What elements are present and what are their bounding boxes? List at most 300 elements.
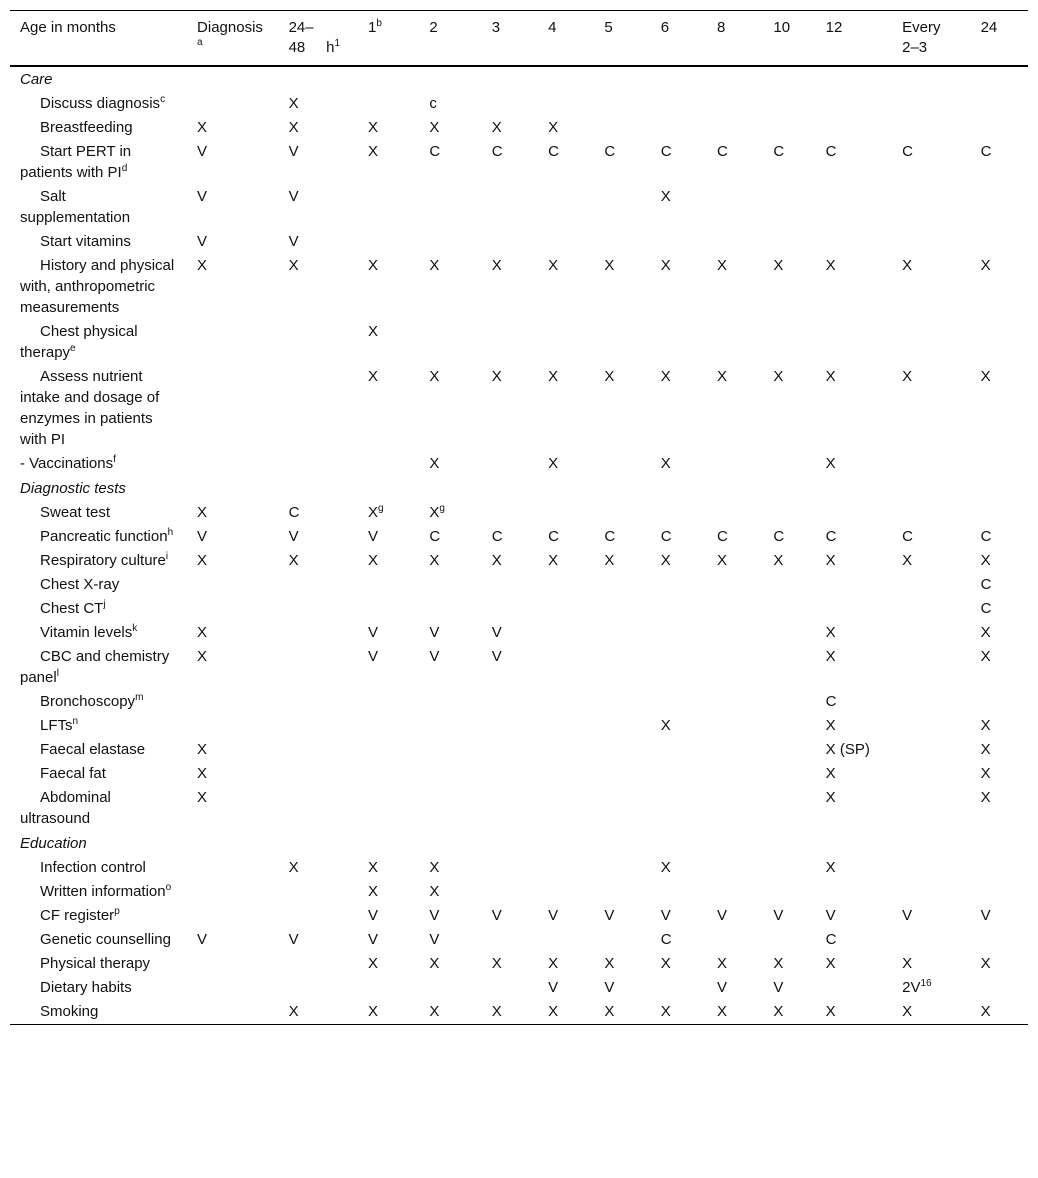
table-cell: V <box>368 907 379 924</box>
table-cell <box>892 714 970 738</box>
table-row <box>10 365 1028 452</box>
table-cell <box>892 597 970 621</box>
table-cell <box>971 92 1028 116</box>
table-cell <box>594 928 650 952</box>
table-cell: X <box>980 955 991 972</box>
table-cell <box>892 645 970 690</box>
table-cell <box>763 320 815 365</box>
table-cell: C <box>429 143 441 160</box>
table-cell: X <box>604 257 615 274</box>
table-cell <box>763 501 815 525</box>
table-cell <box>892 452 970 476</box>
table-cell <box>594 320 650 365</box>
table-cell <box>538 645 594 690</box>
table-cell <box>651 645 707 690</box>
table-cell <box>482 452 538 476</box>
table-row <box>10 645 1028 690</box>
table-cell <box>279 786 358 831</box>
table-cell <box>482 714 538 738</box>
table-cell: X <box>773 955 784 972</box>
table-cell <box>816 116 892 140</box>
table-cell: X <box>660 955 671 972</box>
header-month-2: 2 <box>429 19 438 36</box>
header-month-5: 5 <box>604 19 613 36</box>
table-row <box>10 904 1028 928</box>
table-cell <box>279 645 358 690</box>
table-cell <box>707 501 763 525</box>
table-cell: X <box>825 1003 836 1020</box>
table-cell <box>763 645 815 690</box>
table-cell: X <box>548 1003 559 1020</box>
header-diagnosis: Diagnosis a <box>197 19 263 48</box>
table-cell <box>707 786 763 831</box>
table-cell <box>594 645 650 690</box>
table-cell: V <box>368 528 379 545</box>
table-cell <box>763 690 815 714</box>
table-cell: X <box>368 883 379 900</box>
table-cell: X <box>980 741 991 758</box>
table-cell: C <box>548 143 559 160</box>
table-cell <box>816 597 892 621</box>
table-row <box>10 597 1028 621</box>
table-cell <box>892 738 970 762</box>
table-cell: X <box>825 368 836 385</box>
table-cell <box>651 690 707 714</box>
table-cell: X <box>902 368 913 385</box>
table-cell: X <box>429 955 440 972</box>
table-cell: X <box>980 368 991 385</box>
table-cell <box>538 786 594 831</box>
table-cell: V <box>604 907 615 924</box>
table-cell <box>816 976 892 1000</box>
table-cell: V <box>197 233 208 250</box>
table-row <box>10 621 1028 645</box>
table-cell <box>707 185 763 230</box>
table-cell: X <box>604 368 615 385</box>
table-cell: X <box>491 368 502 385</box>
table-cell: X <box>368 955 379 972</box>
table-cell: X <box>825 717 836 734</box>
table-cell <box>482 597 538 621</box>
table-cell: $X^g$ <box>368 503 384 521</box>
table-cell: X <box>717 1003 728 1020</box>
table-cell: X <box>197 504 208 521</box>
table-cell: X <box>902 257 913 274</box>
table-cell <box>482 738 538 762</box>
table-cell <box>482 185 538 230</box>
table-cell: X <box>548 455 559 472</box>
row-label: Vitamin levels$^k$ <box>40 623 138 641</box>
table-cell: C <box>288 504 300 521</box>
table-cell: X <box>980 1003 991 1020</box>
table-cell: V <box>548 907 559 924</box>
table-cell <box>279 452 358 476</box>
table-cell: X <box>548 119 559 136</box>
table-cell: X <box>980 789 991 806</box>
table-cell <box>651 976 707 1000</box>
table-cell: V <box>717 907 728 924</box>
table-row <box>10 230 1028 254</box>
table-cell: C <box>825 693 837 710</box>
table-cell <box>971 452 1028 476</box>
table-cell: X <box>288 552 299 569</box>
table-cell <box>538 621 594 645</box>
table-cell <box>419 738 481 762</box>
header-month-4: 4 <box>548 19 557 36</box>
table-cell <box>279 597 358 621</box>
table-cell: X <box>491 257 502 274</box>
table-cell: V <box>980 907 991 924</box>
table-cell <box>763 738 815 762</box>
table-cell <box>707 116 763 140</box>
table-row <box>10 714 1028 738</box>
table-cell: V <box>368 624 379 641</box>
table-cell: X <box>660 859 671 876</box>
section-care: Care <box>20 71 53 88</box>
header-month-6: 6 <box>660 19 670 36</box>
table-cell: X (SP) <box>825 741 870 758</box>
header-row <box>10 11 1028 67</box>
table-cell <box>763 92 815 116</box>
table-cell <box>279 365 358 452</box>
table-cell: X <box>548 368 559 385</box>
table-cell: C <box>902 143 913 160</box>
table-cell: X <box>604 552 615 569</box>
table-cell: V <box>717 979 728 996</box>
table-cell <box>419 714 481 738</box>
table-cell: X <box>825 455 836 472</box>
table-cell <box>187 365 279 452</box>
header-month-1: 1$^b$ <box>368 18 382 36</box>
table-cell <box>892 185 970 230</box>
table-cell: X <box>717 552 728 569</box>
table-cell: V <box>288 188 299 205</box>
table-cell: X <box>548 552 559 569</box>
table-cell: X <box>825 552 836 569</box>
table-cell <box>538 320 594 365</box>
table-cell: V <box>368 648 379 665</box>
table-cell: V <box>429 624 440 641</box>
table-cell <box>594 738 650 762</box>
table-cell <box>763 116 815 140</box>
table-cell: X <box>825 648 836 665</box>
table-cell <box>187 92 279 116</box>
table-cell <box>482 856 538 880</box>
table-cell: X <box>491 1003 502 1020</box>
table-cell <box>279 762 358 786</box>
table-cell <box>892 230 970 254</box>
row-label: Faecal fat <box>40 765 106 782</box>
table-cell <box>187 452 279 476</box>
table-cell: X <box>288 119 299 136</box>
table-cell <box>419 597 481 621</box>
table-cell <box>419 690 481 714</box>
table-cell <box>892 320 970 365</box>
table-row <box>10 452 1028 476</box>
row-label: Bronchoscopy$^m$ <box>40 692 144 710</box>
table-cell: C <box>980 576 992 593</box>
table-cell <box>816 185 892 230</box>
table-cell: V <box>197 528 208 545</box>
table-cell <box>971 856 1028 880</box>
table-cell: X <box>197 648 208 665</box>
table-cell <box>279 573 358 597</box>
table-cell: X <box>491 955 502 972</box>
table-cell <box>763 880 815 904</box>
table-cell: X <box>604 955 615 972</box>
table-cell <box>358 762 419 786</box>
table-cell: V <box>825 907 836 924</box>
table-cell: X <box>660 717 671 734</box>
table-cell <box>187 320 279 365</box>
table-cell: V <box>660 907 671 924</box>
table-cell: V <box>773 907 784 924</box>
row-label: LFTs$^n$ <box>40 716 79 734</box>
table-cell <box>892 116 970 140</box>
table-cell: C <box>717 143 728 160</box>
table-cell: X <box>825 257 836 274</box>
row-label: Chest $CT^j$ <box>40 599 106 617</box>
row-label: Sweat test <box>40 504 111 521</box>
table-cell <box>763 185 815 230</box>
table-cell: C <box>660 143 672 160</box>
table-cell <box>971 928 1028 952</box>
table-cell <box>358 976 419 1000</box>
table-row <box>10 140 1028 185</box>
table-cell <box>538 880 594 904</box>
table-cell <box>707 738 763 762</box>
table-cell <box>538 230 594 254</box>
table-cell <box>419 786 481 831</box>
row-label: Smoking <box>40 1003 99 1020</box>
table-cell: X <box>429 1003 440 1020</box>
table-cell <box>482 976 538 1000</box>
row-label: Start PERT in patients with $PI^d$ <box>20 143 132 181</box>
table-cell: C <box>773 528 785 545</box>
table-cell <box>763 597 815 621</box>
table-cell <box>358 230 419 254</box>
table-cell <box>419 185 481 230</box>
table-row <box>10 856 1028 880</box>
row-label: History and physical with, anthropometric measurements <box>20 257 175 316</box>
table-cell <box>279 880 358 904</box>
row-label: CBC and chemistry panel$^l$ <box>20 648 170 686</box>
table-cell <box>187 976 279 1000</box>
table-cell: V <box>197 931 208 948</box>
table-cell <box>651 786 707 831</box>
table-cell: X <box>773 368 784 385</box>
table-cell: X <box>980 552 991 569</box>
table-cell <box>279 621 358 645</box>
table-cell: X <box>825 859 836 876</box>
table-cell: X <box>980 717 991 734</box>
table-cell <box>816 573 892 597</box>
table-cell: X <box>902 955 913 972</box>
table-cell <box>971 320 1028 365</box>
table-cell <box>358 786 419 831</box>
table-cell <box>651 597 707 621</box>
table-cell <box>763 621 815 645</box>
table-cell: X <box>429 552 440 569</box>
table-cell: C <box>825 143 837 160</box>
table-cell: V <box>491 907 502 924</box>
table-cell <box>538 714 594 738</box>
table-cell: V <box>429 907 440 924</box>
row-label: - Vaccinations$^f$ <box>20 454 116 472</box>
table-cell: V <box>548 979 559 996</box>
table-cell <box>892 690 970 714</box>
table-cell <box>279 714 358 738</box>
table-cell <box>594 185 650 230</box>
header-month-3: 3 <box>491 19 501 36</box>
table-cell <box>892 573 970 597</box>
header-age: Age in months <box>20 19 116 36</box>
table-cell: X <box>197 741 208 758</box>
table-cell <box>816 880 892 904</box>
table-cell <box>651 738 707 762</box>
table-cell <box>279 320 358 365</box>
row-label: Respiratory culture$^i$ <box>40 551 169 569</box>
table-cell <box>594 690 650 714</box>
table-cell: X <box>288 859 299 876</box>
table-cell <box>651 573 707 597</box>
table-cell <box>279 952 358 976</box>
table-cell: C <box>548 528 559 545</box>
table-cell: C <box>660 931 672 948</box>
table-cell: X <box>548 257 559 274</box>
table-cell: C <box>902 528 913 545</box>
table-cell <box>279 976 358 1000</box>
header-month-10: 10 <box>773 19 791 36</box>
row-label: Breastfeeding <box>40 119 133 136</box>
table-cell: X <box>773 1003 784 1020</box>
table-cell <box>971 185 1028 230</box>
table-row <box>10 952 1028 976</box>
table-row <box>10 525 1028 549</box>
table-cell: X <box>288 1003 299 1020</box>
table-cell: X <box>825 955 836 972</box>
table-cell <box>482 928 538 952</box>
table-cell <box>358 597 419 621</box>
table-cell <box>707 452 763 476</box>
table-cell <box>892 928 970 952</box>
table-cell <box>892 621 970 645</box>
table-cell: V <box>197 188 208 205</box>
row-label: Chest physical therapy$^e$ <box>20 323 138 361</box>
table-cell <box>482 320 538 365</box>
table-cell <box>763 856 815 880</box>
table-cell <box>187 904 279 928</box>
table-cell <box>892 762 970 786</box>
table-cell: X <box>368 119 379 136</box>
row-label: Written information$^o$ <box>40 882 172 900</box>
table-cell: X <box>902 1003 913 1020</box>
table-cell: C <box>491 528 503 545</box>
table-row <box>10 786 1028 831</box>
row-label: Physical therapy <box>40 955 151 972</box>
table-cell <box>971 690 1028 714</box>
table-cell <box>358 714 419 738</box>
table-cell <box>892 856 970 880</box>
table-cell: X <box>368 323 379 340</box>
table-cell <box>419 320 481 365</box>
table-cell <box>482 786 538 831</box>
table-cell <box>187 690 279 714</box>
table-cell: X <box>368 368 379 385</box>
table-cell <box>594 452 650 476</box>
table-row <box>10 738 1028 762</box>
table-cell <box>279 738 358 762</box>
table-cell: C <box>825 528 837 545</box>
table-cell: X <box>429 257 440 274</box>
table-cell <box>358 690 419 714</box>
row-label: Pancreatic function$^h$ <box>40 527 174 545</box>
table-cell: X <box>902 552 913 569</box>
table-row <box>10 320 1028 365</box>
table-cell: C <box>980 600 992 617</box>
table-row <box>10 549 1028 573</box>
table-row <box>10 185 1028 230</box>
table-row <box>10 573 1028 597</box>
table-cell <box>419 230 481 254</box>
table-cell <box>187 1000 279 1025</box>
header-24-48h: 24– 48 $h^1$ <box>288 19 340 56</box>
table-cell: X <box>368 1003 379 1020</box>
table-cell: X <box>197 257 208 274</box>
table-cell: X <box>660 188 671 205</box>
row-label: Abdominal ultrasound <box>20 789 111 827</box>
table-cell: V <box>368 931 379 948</box>
table-cell <box>358 573 419 597</box>
table-cell: C <box>604 528 616 545</box>
table-row <box>10 928 1028 952</box>
table-cell: V <box>197 143 208 160</box>
table-cell <box>482 880 538 904</box>
table-cell: X <box>288 95 299 112</box>
table-cell <box>816 92 892 116</box>
row-label: Faecal elastase <box>40 741 146 758</box>
table-cell: C <box>717 528 728 545</box>
table-cell: C <box>660 528 672 545</box>
table-cell <box>482 230 538 254</box>
table-cell: V <box>491 648 502 665</box>
table-cell: V <box>604 979 615 996</box>
table-cell: $X^g$ <box>429 503 445 521</box>
table-cell: X <box>717 257 728 274</box>
table-cell <box>279 690 358 714</box>
table-cell <box>594 116 650 140</box>
table-cell <box>538 573 594 597</box>
header-month-24: 24 <box>980 19 998 36</box>
table-cell <box>763 230 815 254</box>
table-cell: C <box>980 528 992 545</box>
table-cell: X <box>660 257 671 274</box>
table-cell <box>538 738 594 762</box>
table-cell: X <box>429 119 440 136</box>
section-row-care <box>10 66 1028 92</box>
table-cell <box>707 92 763 116</box>
table-cell <box>358 452 419 476</box>
row-label: Salt supplementation <box>20 188 131 226</box>
table-cell <box>594 92 650 116</box>
table-cell: X <box>197 765 208 782</box>
table-cell <box>594 880 650 904</box>
table-cell <box>187 597 279 621</box>
table-cell <box>538 185 594 230</box>
table-cell <box>707 762 763 786</box>
table-cell <box>763 786 815 831</box>
table-cell <box>358 92 419 116</box>
